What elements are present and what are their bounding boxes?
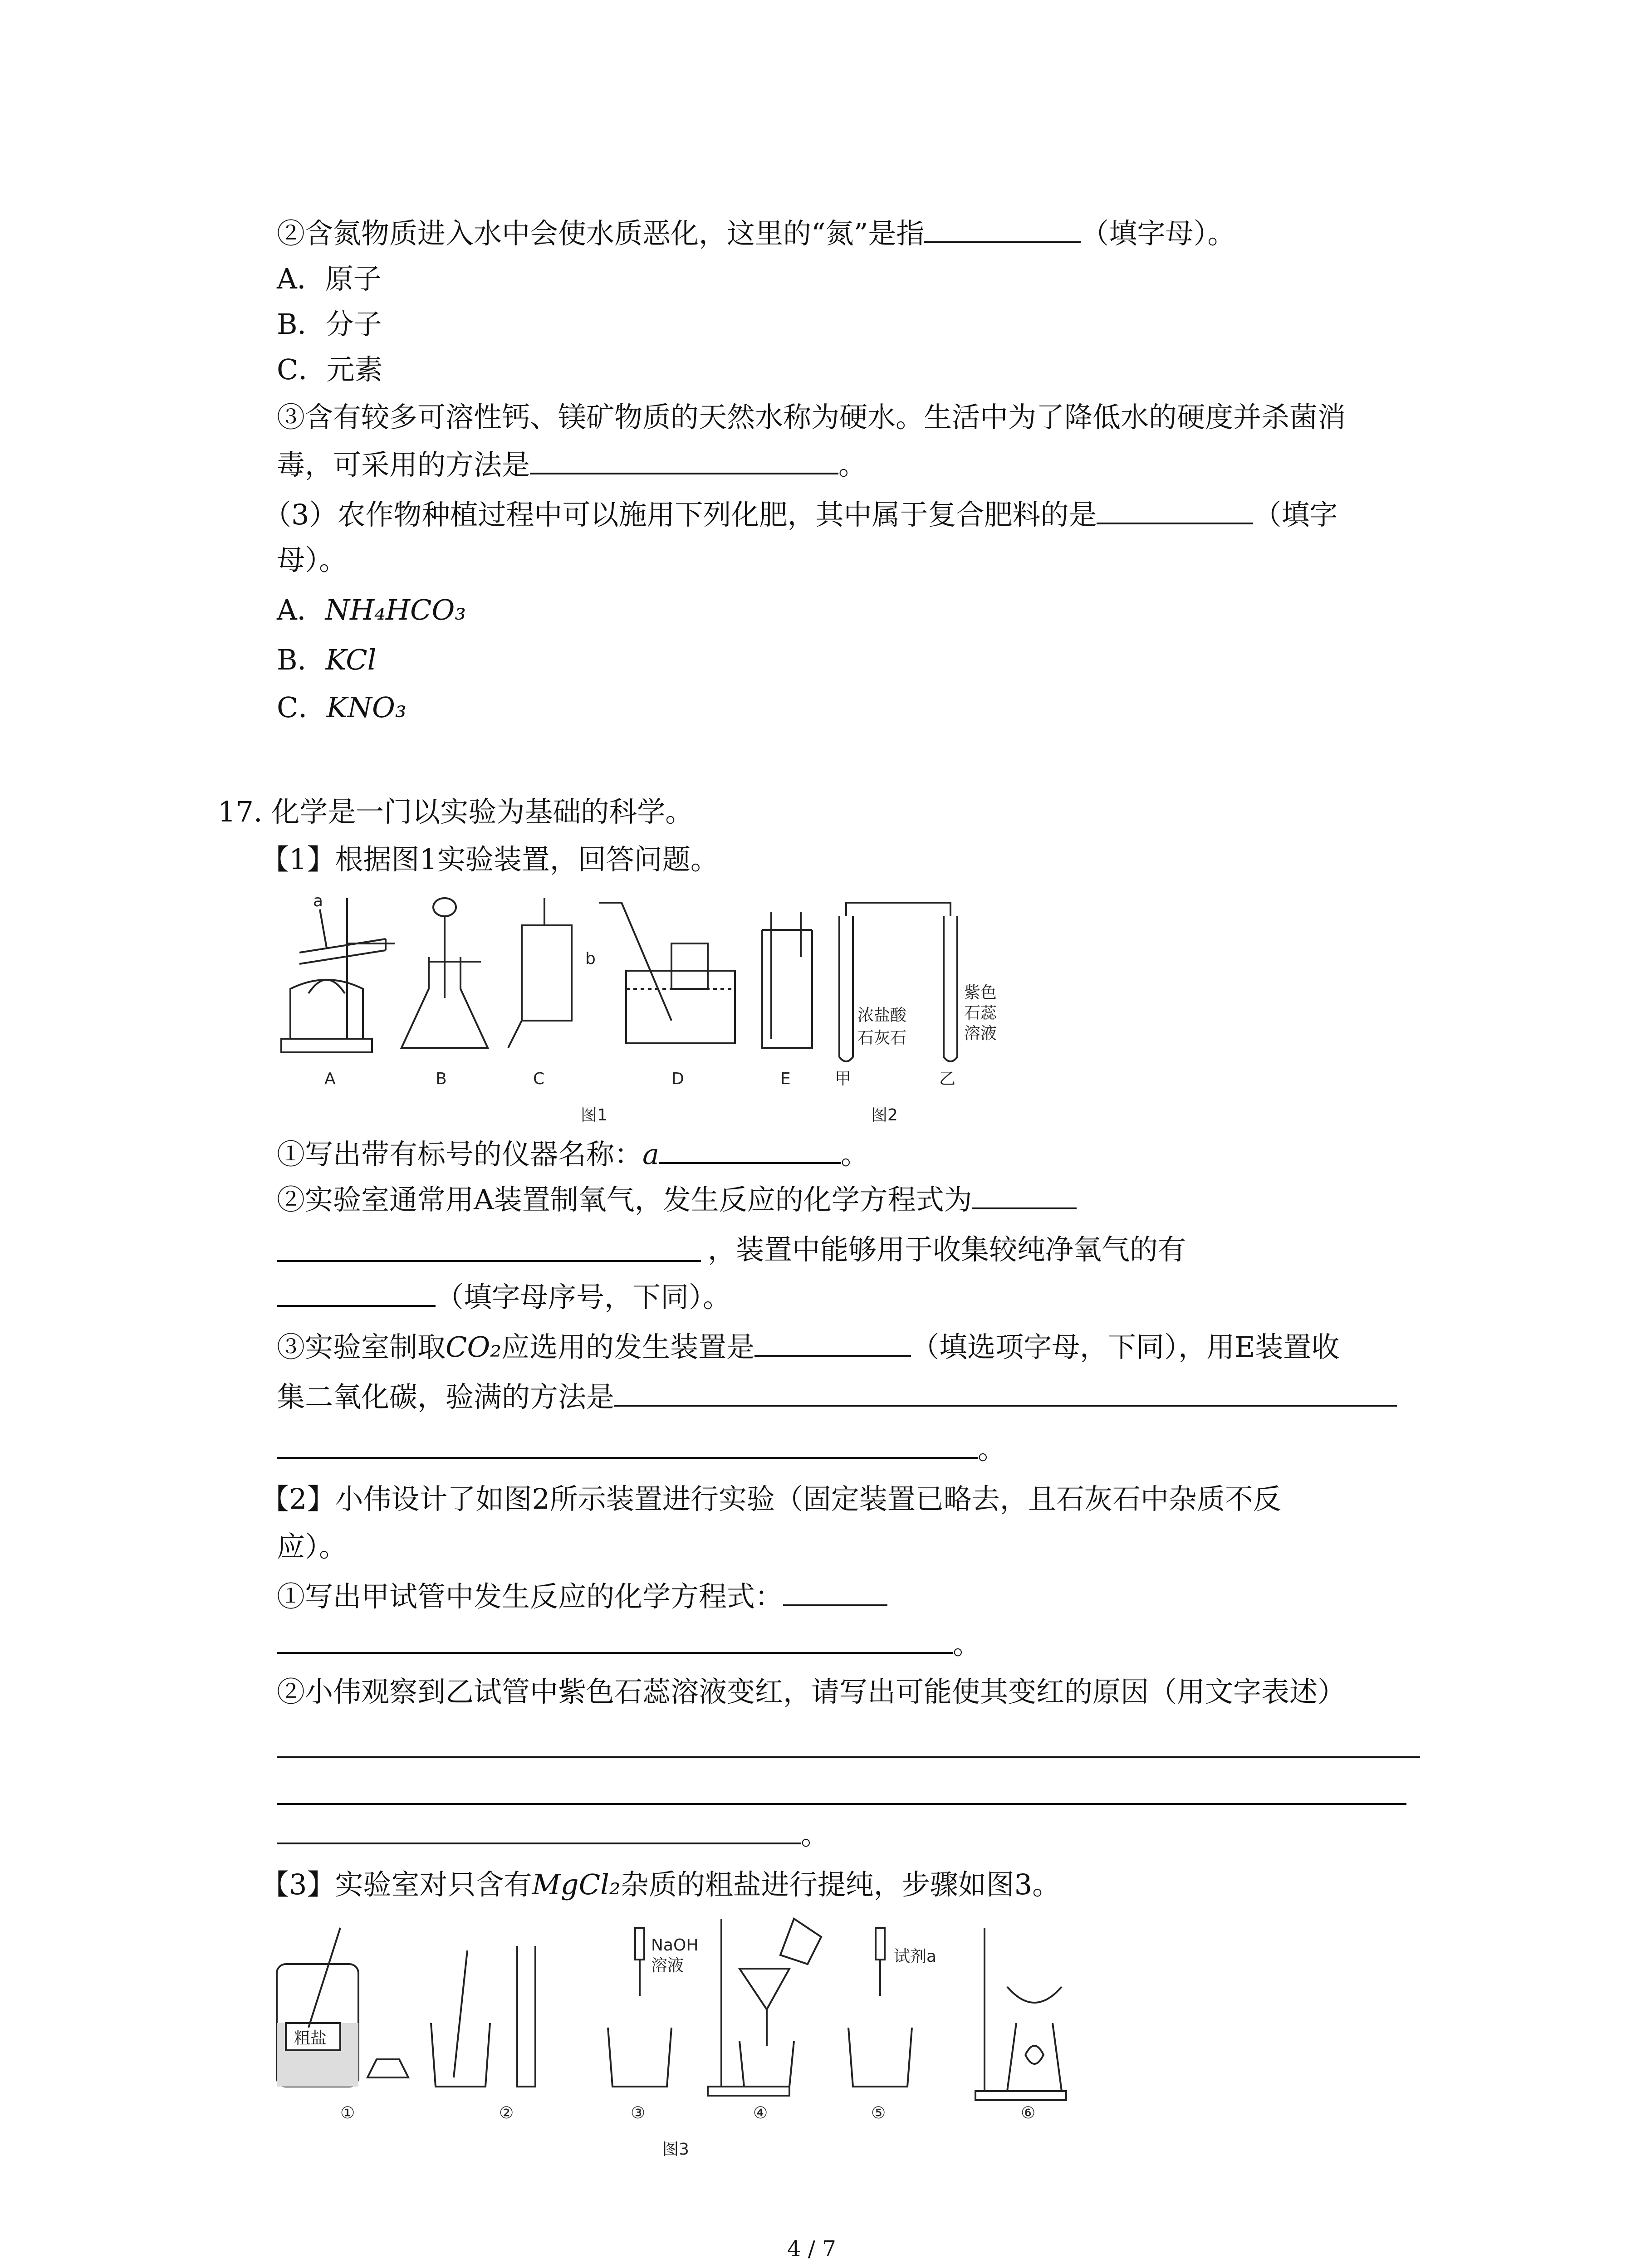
label-E: E (780, 1070, 791, 1088)
label-yi: 乙 (939, 1070, 956, 1088)
fertilizer-a: A．NH₄HCO₃ (277, 593, 466, 626)
label-purple2: 石蕊 (964, 1004, 997, 1022)
step-label-5: ⑤ (871, 2104, 886, 2122)
option-c: C．元素 (277, 353, 383, 386)
answer-blank[interactable] (783, 1576, 887, 1606)
answer-blank[interactable] (277, 1277, 436, 1307)
q16-sub3-line1: ③含有较多可溶性钙、镁矿物质的天然水称为硬水。生活中为了降低水的硬度并杀菌消 (277, 401, 1346, 434)
q17-1-3-line2: 集二氧化碳，验满的方法是 (277, 1377, 1397, 1418)
q16-part3-line2: 母）。 (277, 543, 348, 577)
step-4-filter (708, 1919, 821, 2096)
page-number: 4 / 7 (787, 2236, 836, 2262)
answer-blank[interactable] (754, 1327, 911, 1357)
q17-part3: 【3】实验室对只含有MgCl₂杂质的粗盐进行提纯，步骤如图3。 (261, 1868, 1061, 1901)
answer-blank[interactable] (277, 1429, 978, 1459)
figure-1-caption: 图1 (581, 1106, 607, 1124)
q17-2-2: ②小伟观察到乙试管中紫色石蕊溶液变红，请写出可能使其变红的原因（用文字表述） (277, 1675, 1346, 1708)
step-1-jar (277, 1928, 408, 2087)
apparatus-b (402, 898, 488, 1048)
figure-2-caption: 图2 (871, 1106, 898, 1124)
q17-1-3-line1: ③实验室制取CO₂应选用的发生装置是 （填选项字母，下同），用E装置收 (277, 1327, 1339, 1368)
answer-blank[interactable] (972, 1179, 1077, 1209)
apparatus-d (599, 903, 735, 1043)
q17-part1: 【1】根据图1实验装置，回答问题。 (261, 843, 719, 876)
q17-2-1-line2: 。 (277, 1624, 981, 1665)
label-purple3: 溶液 (964, 1024, 997, 1043)
step-label-4: ④ (753, 2104, 768, 2122)
label-B: B (436, 1070, 447, 1088)
label-reagent-a: 试剂a (894, 1947, 937, 1966)
option-b: B．分子 (277, 308, 382, 341)
q17-1-1: ①写出带有标号的仪器名称：a 。 (277, 1134, 869, 1175)
q17-1-2-line1: ②实验室通常用A装置制氧气，发生反应的化学方程式为 (277, 1179, 1077, 1220)
answer-blank[interactable] (530, 445, 838, 474)
answer-line[interactable] (277, 1260, 701, 1262)
step-label-6: ⑥ (1021, 2104, 1036, 2122)
q16-sub2: ②含氮物质进入水中会使水质恶化，这里的“氮”是指 （填字母）。 (277, 213, 1235, 254)
fertilizer-c: C．KNO₃ (277, 691, 407, 724)
step-label-2: ② (499, 2104, 514, 2122)
q16-sub3-line2: 毒，可采用的方法是 。 (277, 445, 867, 485)
apparatus-e (762, 912, 812, 1048)
answer-blank[interactable] (277, 1624, 953, 1654)
figure-3-caption: 图3 (662, 2140, 689, 2159)
q16-part3-line1: （3）农作物种植过程中可以施用下列化肥，其中属于复合肥料的是 （填字 (263, 494, 1337, 535)
answer-line[interactable] (277, 1803, 1406, 1805)
q17-title: 17. 化学是一门以实验为基础的科学。 (218, 795, 694, 828)
label-D: D (671, 1070, 684, 1088)
label-acid: 浓盐酸 (857, 1006, 907, 1025)
q17-1-2-line3: （填字母序号，下同）。 (277, 1277, 731, 1318)
label-limestone: 石灰石 (857, 1029, 907, 1047)
answer-blank[interactable] (1097, 494, 1253, 524)
apparatus-a (281, 892, 395, 1052)
label-solution: 溶液 (651, 1956, 684, 1975)
label-a: a (313, 892, 323, 910)
step-label-1: ① (340, 2104, 355, 2122)
answer-blank[interactable] (277, 1814, 801, 1844)
option-a: A．原子 (277, 262, 382, 295)
q17-1-3-line3: 。 (277, 1429, 1006, 1470)
answer-line[interactable] (277, 1756, 1420, 1758)
step-5-reagent (848, 1928, 936, 2087)
step-3-naoh (608, 1928, 698, 2087)
answer-blank[interactable] (924, 213, 1081, 243)
answer-blank[interactable] (614, 1377, 1397, 1407)
step-label-3: ③ (631, 2104, 646, 2122)
apparatus-c (508, 898, 596, 1048)
label-b: b (585, 949, 596, 968)
step-2-dissolve (431, 1946, 535, 2087)
label-crude-salt: 粗盐 (294, 2029, 327, 2048)
figure-1-2 (272, 885, 998, 1148)
label-purple1: 紫色 (964, 983, 997, 1002)
label-A: A (324, 1070, 336, 1088)
q17-part2-line2: 应）。 (277, 1530, 348, 1563)
label-jia: 甲 (835, 1070, 852, 1088)
label-C: C (533, 1070, 545, 1088)
step-6-evaporate (975, 1928, 1066, 2100)
answer-blank[interactable] (659, 1134, 841, 1164)
label-naoh: NaOH (651, 1936, 699, 1955)
q17-1-2-line2: ，装置中能够用于收集较纯净氧气的有 (708, 1233, 1186, 1266)
figure-3 (272, 1910, 1134, 2164)
q17-2-2-line3: 。 (277, 1814, 829, 1855)
figure-2-tubes (835, 903, 997, 1088)
fertilizer-b: B．KCl (277, 643, 377, 676)
q17-2-1: ①写出甲试管中发生反应的化学方程式： (277, 1576, 887, 1617)
q17-part2-line1: 【2】小伟设计了如图2所示装置进行实验（固定装置已略去，且石灰石中杂质不反 (261, 1482, 1281, 1515)
